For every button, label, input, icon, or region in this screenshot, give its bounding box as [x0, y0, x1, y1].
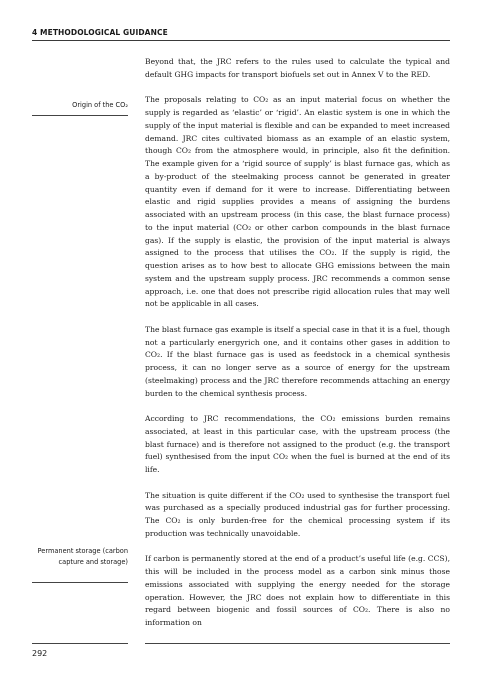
- paragraph: The situation is quite different if the CO₂ used to synthesise the transport fuel was purchased as a specially produced industrial gas for further processing. The CO₂ is only burden-free for the chemical processing system if its production was technically unavoidable.: [145, 490, 450, 538]
- running-header: 4 METHODOLOGICAL GUIDANCE: [32, 28, 168, 37]
- paragraph: The proposals relating to CO₂ as an input material focus on whether the supply is regarded as ‘elastic’ or ‘rigid’. An elastic system is one in which the supply of the input material is flexible and can be expanded to meet increased demand. JRC cites cultivated biomass as an example of an elastic system, though CO₂ from the atmosphere would, in principle, also fit the definition. The example given for a ‘rigid source of supply’ is blast furnace gas, which as a by-product of the steelmaking process cannot be generated in greater quantity even if demand for it were to increase. Differentiating between elastic and rigid supplies provides a means of assigning the burdens associated with an upstream process (in this case, the blast furnace process) to the input material (CO₂ or other carbon compounds in the blast furnace gas). If the supply is elastic, the provision of the input material is always assigned to the process that utilises the CO₂. If the supply is rigid, the question arises as to how best to allocate GHG emissions between the main system and the upstream supply process. JRC recommends a common sense approach, i.e. one that does not prescribe rigid allocation rules that may well not be applicable in all cases.: [145, 95, 450, 309]
- footer-rule: [145, 643, 450, 644]
- paragraph: Beyond that, the JRC refers to the rules used to calculate the typical and default GHG impacts for transport biofuels set out in Annex V to the RED.: [145, 57, 450, 79]
- paragraph: The blast furnace gas example is itself a special case in that it is a fuel, though not a particularly energyrich one, and it contains other gases in addition to CO₂. If the blast furnace gas is used as feedstock in a chemical synthesis process, it can no longer serve as a source of energy for the upstream (steelmaking) process and the JRC therefore recommends attaching an energy burden to the chemical synthesis process.: [145, 324, 450, 398]
- margin-note-origin: Origin of the CO₂: [72, 101, 128, 109]
- paragraph: If carbon is permanently stored at the end of a product’s useful life (e.g. CCS), this will be included in the process model as a carbon sink minus those emissions associated with supplying the energy needed for the storage operation. However, the JRC does not explain how to differentiate in this regard between biogenic and fossil sources of CO₂. There is also no information on: [145, 554, 450, 627]
- margin-note-storage: Permanent storage (carbon capture and storage): [37, 547, 128, 566]
- body-text: [145, 56, 450, 643]
- margin-note-rule: [32, 115, 128, 116]
- paragraph: According to JRC recommendations, the CO₂ emissions burden remains associated, at least in this particular case, with the upstream process (the blast furnace) and is therefore not assigned to the product (e.g. the transport fuel) synthesised from the input CO₂ when the fuel is burned at the end of its life.: [145, 414, 450, 474]
- page-number: 292: [32, 649, 48, 658]
- header-rule: [32, 40, 450, 41]
- margin-note-rule: [32, 582, 128, 583]
- footer-rule: [32, 643, 128, 644]
